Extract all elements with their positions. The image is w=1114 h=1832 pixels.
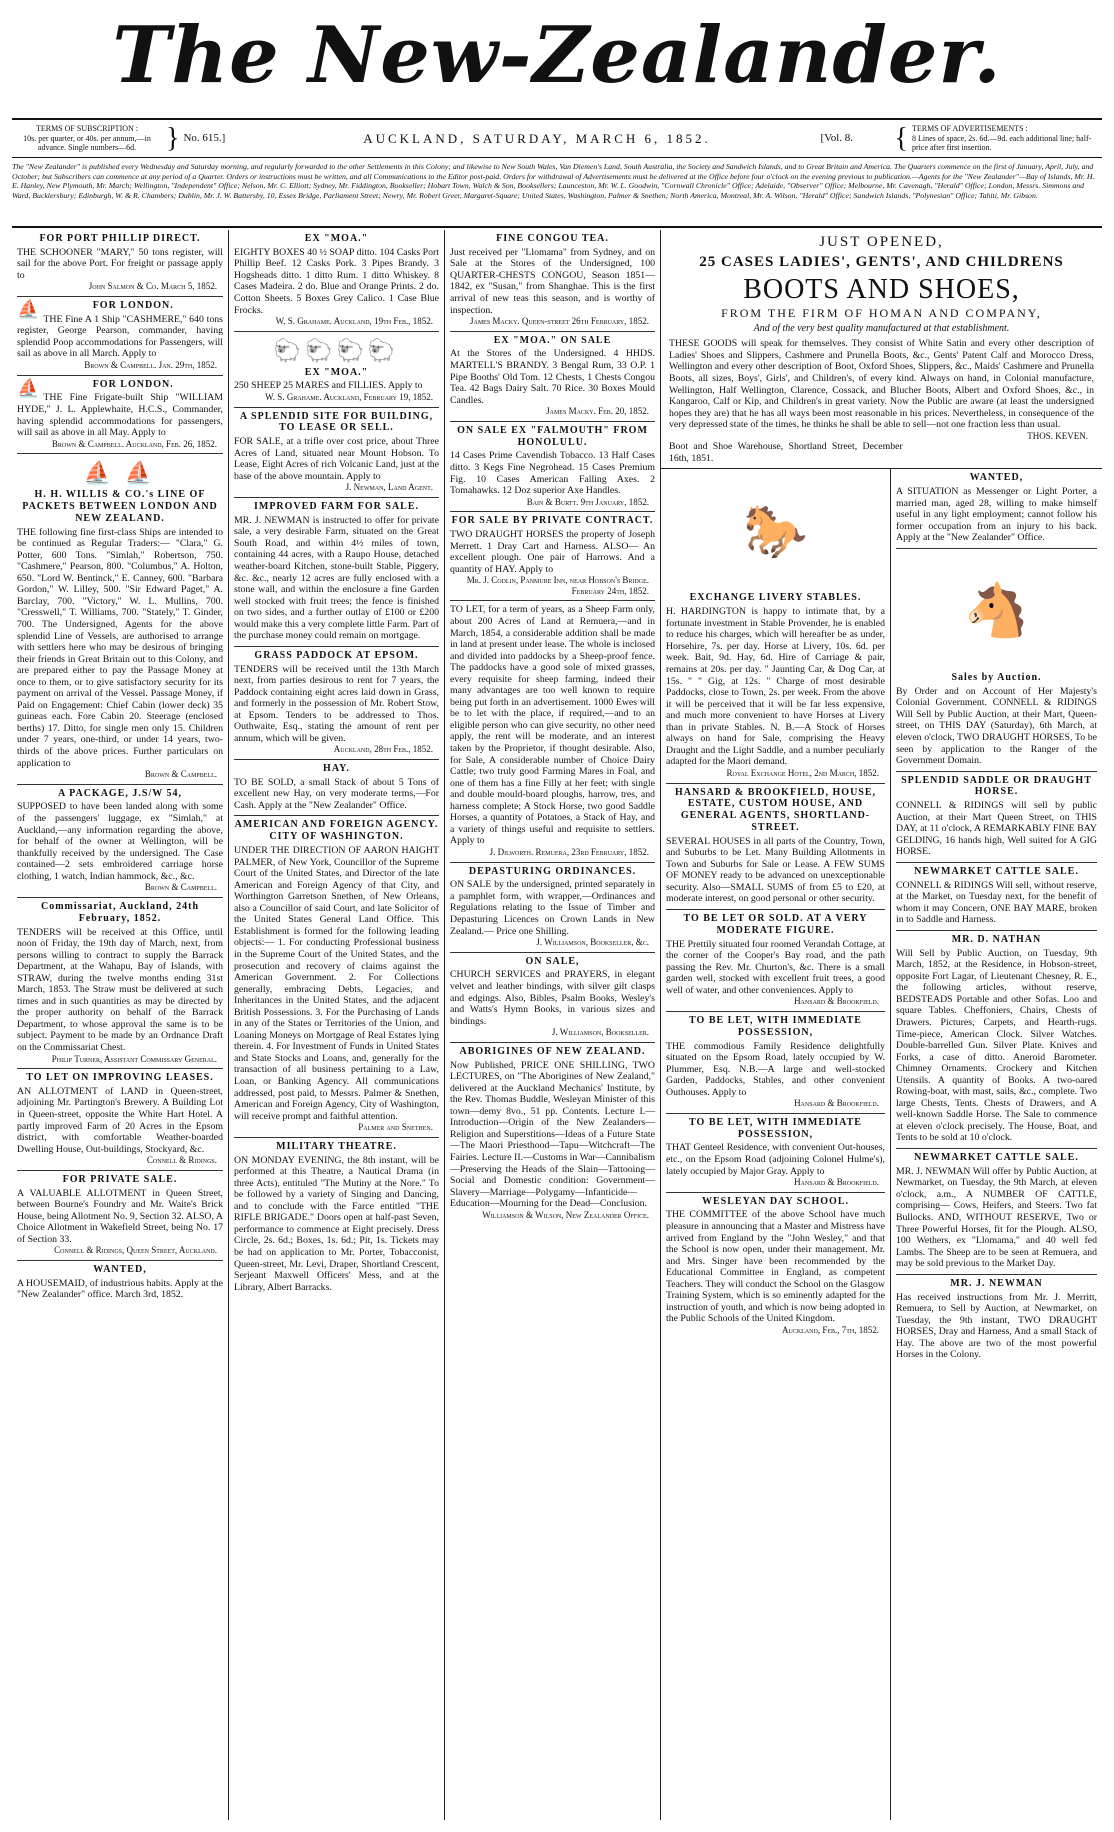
- ad-heading: EX "MOA.": [304, 366, 369, 378]
- boots-address: Boot and Shoe Warehouse, Shortland Street, December 16th, 1851.: [669, 441, 903, 464]
- boots-line-2: 25 CASES LADIES', GENTS', AND CHILDRENS: [699, 253, 1064, 270]
- advertisement: [234, 408, 439, 498]
- ad-heading: ON SALE EX "FALMOUTH" FROM HONOLULU.: [457, 424, 648, 448]
- ad-body: ON SALE by the undersigned, printed separately in a pamphlet form, with wrapper,—Ordinances and Regulations relating to the Issue of Timber and Depasturing Licences on Crown Lands in New Zealand.— Price one Shilling.: [450, 879, 655, 937]
- advertisement: [234, 760, 439, 816]
- ad-heading: IMPROVED FARM FOR SALE.: [253, 500, 420, 512]
- ad-signature: Mr. J. Codlin, Panmure Inn, near Hobson's Bridge. February 24th, 1852.: [466, 575, 649, 596]
- advertisement: [450, 512, 655, 601]
- column-1: [12, 230, 229, 1820]
- ad-signature: Bain & Burtt. 9th January, 1852.: [526, 496, 649, 507]
- ad-body: THE commodious Family Residence delightfully situated on the Epsom Road, lately occupied by W. Plummer, Esq. N.B.—A large and well-stocked Garden, Paddocks, Stables, and other convenient Outhouses. Apply to: [666, 1040, 885, 1098]
- advertisement: [896, 1149, 1097, 1275]
- ad-signature: J. Newman, Land Agent.: [345, 482, 433, 493]
- advertisement: [666, 1114, 885, 1193]
- ad-body: Will Sell by Public Auction, on Tuesday, 9th March, 1852, at the Residence, in Hobson-street, opposite Fort Lagar, of Lieutenant Chesney, R. E., the following articles, without reserve, BEDSTEADS Portable and other Sofas. Loo and square Tables. Cheffoniers, Chairs, Chests of Drawers. Pictures, Carpets, and Hearth-rugs. Time-piece, American Clock. Silver Watches. Double-barrelled Gun. Silver Plate. Knives and Forks, a case of ditto. Aneroid Barometer. Chimney Ornaments. Crockery and Kitchen Utensils. A quantity of Books. A two-oared Rowing-boat, with mast, sails, &c., complete. Two large Chests, Tents. Chests of Drawers, and A well-known Saddle Horse. The Sale to commence at eleven o'clock precisely. The House, Boat, and Tents to be sold at 10 o'clock.: [896, 947, 1097, 1144]
- advertisement: [234, 498, 439, 647]
- ad-heading: NEWMARKET CATTLE SALE.: [914, 1152, 1079, 1163]
- ad-heading: Sales by Auction.: [951, 671, 1042, 683]
- ad-heading: EX "MOA.": [304, 233, 369, 244]
- column-5: [891, 469, 1102, 1820]
- ad-body: TENDERS will be received at this Office, until noon of Friday, the 19th day of March, next, from persons willing to contract to supply the Barrack Department, at the Wahapu, Bay of Islands, with STRAW, during the twelve months ending 31st March, 1853. The Straw must be delivered at such times and in such quantities as may be directed by the proper authority on behalf of the Barrack Department, to whose approval the same is to be subject. Payment to be made by an Ordnance Draft on the Commissariat Chest.: [17, 926, 223, 1053]
- advertisement: [234, 816, 439, 1137]
- ad-body: CONNELL & RIDINGS Will sell, without reserve, at the Market, on Tuesday next, for the benefit of whom it may Concern, ONE BAY MARE, broken in to Saddle and Harness.: [896, 879, 1097, 926]
- ad-signature: Brown & Campbell.: [144, 769, 217, 780]
- ship-icon: ⛵: [17, 299, 40, 320]
- ad-signature: Williamson & Wilson, New Zealander Office.: [482, 1209, 649, 1220]
- advertisement: [450, 1043, 655, 1225]
- ad-signature: James Macky. Feb. 20, 1852.: [546, 406, 649, 417]
- boots-and-shoes-ad: [661, 230, 1102, 469]
- ad-heading: WESLEYAN DAY SCHOOL.: [702, 1195, 849, 1207]
- lower-right-columns: [661, 469, 1102, 1820]
- advertisement: [896, 1275, 1097, 1365]
- ad-heading: FOR LONDON.: [92, 378, 174, 390]
- ad-body: FOR SALE, at a trifle over cost price, about Three Acres of Land, situated near Mount Hobson. To Lease, Eight Acres of rich Volcanic Land, just at the base of the above mountain. Apply to: [234, 436, 439, 482]
- subscription-label: TERMS OF SUBSCRIPTION :: [35, 124, 139, 134]
- ad-heading: NEWMARKET CATTLE SALE.: [914, 865, 1079, 877]
- ad-heading: HAY.: [323, 763, 350, 775]
- ad-heading: TO BE LET, WITH IMMEDIATE POSSESSION,: [689, 1116, 862, 1140]
- ad-body: A HOUSEMAID, of industrious habits. Apply at the "New Zealander" office. March 3rd, 1852.: [17, 1277, 223, 1301]
- ad-body: THE Fine Frigate-built Ship "WILLIAM HYDE," J. L. Applewhaite, H.C.S., Commander, having splendid accommodations for passengers, will sail as above in all May. Apply to: [17, 392, 223, 439]
- ad-heading: MR. J. NEWMAN: [950, 1277, 1043, 1289]
- ad-body: TENDERS will be received until the 13th March next, from parties desirous to rent for 7 years, the Paddock containing eight acres laid down in Grass, and formerly in the possession of Mr. Robert Stow, at Epsom. Tenders to be addressed to Thos. Outhwaite, Esq., stating the amount of rent per annum, which will be given.: [234, 663, 439, 744]
- ship-icon: ⛵ ⛵: [83, 460, 157, 486]
- ad-body: SUPPOSED to have been landed along with some of the passengers' luggage, ex "Simlah," at Auckland,—any information regarding the above, for behalf of the owner at Wellington, will be thankfully received by the undersigned. The Case contained—2 sets embroidered carriage horse clothing, 1 watch, Indian hammock, &c., &c.: [17, 801, 223, 882]
- ad-heading: MILITARY THEATRE.: [276, 1140, 397, 1152]
- ad-body: ON MONDAY EVENING, the 8th instant, will be performed at this Theatre, a Nautical Drama (in three Acts), entituled "The Mutiny at the Nore." To be followed by a variety of Singing and Dancing, and to conclude with the Farce entitled "THE RIFLE BRIGADE." Doors open at half-past Seven, performance to commence at Eight precisely. Dress Circle, 2s. 6d.; Boxes, 1s. 6d.; Pit, 1s. Tickets may be had on application to Mr. Porter, Tobacconist, Queen-street, Mr. Levi, Draper, Shortland Crescent, Serjeant Maxwell Officers' Mess, and at the Library, Albert Barracks.: [234, 1154, 439, 1293]
- brace-right: {: [894, 122, 908, 154]
- advertisement: [896, 863, 1097, 931]
- ad-body: MR. J. NEWMAN Will offer by Public Auction, at Newmarket, on Tuesday, the 9th March, at eleven o'clock, a.m., A NUMBER OF CATTLE, comprising— Cows, Heifers, and Steers. Two fat Bullocks. AND, WITHOUT RESERVE, Two or Three Powerful Horses, fit for the Plough. ALSO, 100 Wethers, ex "Llomama," and 40 well fed Lambs. The Sheep are to be seen at Remuera, and may be sold previous to the Market Day.: [896, 1165, 1097, 1270]
- ad-body: SEVERAL HOUSES in all parts of the Country, Town, and Suburbs to be Let. Many Building Allotments in Town and Suburbs for Sale or Lease. A FEW SUMS OF MONEY ready to be advanced on unexceptionable security. Also—SMALL SUMS of from £5 to £20, at moderate interest, on good personal or other security.: [666, 835, 885, 905]
- ad-signature: Royal Exchange Hotel, 2nd March, 1852.: [726, 767, 879, 778]
- issue-number: No. 615.]: [183, 132, 226, 145]
- brace-left: }: [166, 122, 180, 154]
- ad-heading: HANSARD & BROOKFIELD, HOUSE, ESTATE, CUSTOM HOUSE, AND GENERAL AGENTS, SHORTLAND-STREET.: [674, 786, 877, 833]
- ad-heading: MR. D. NATHAN: [951, 933, 1042, 945]
- advertisement: [450, 601, 655, 862]
- ad-body: EIGHTY BOXES 40 ½ SOAP ditto. 104 Casks Port Phillip Beef. 12 Casks Pork. 3 Pipes Brandy. 3 Hogsheads ditto. 1 ditto Rum. 1 ditto Whiskey. 8 Cases Madeira. 2 do. Blue and Orange Prints. 2 do. Cotton Sheets. 5 Boxes Grey Calico. 1 Case Blue Frocks.: [234, 246, 439, 316]
- ad-heading: A SPLENDID SITE FOR BUILDING, TO LEASE OR SELL.: [239, 410, 434, 434]
- advertisement: [234, 332, 439, 408]
- ad-heading: DEPASTURING ORDINANCES.: [468, 865, 637, 877]
- subscription-text: 10s. per quarter, or 40s. per annum,—in advance. Single numbers—6d.: [23, 133, 151, 153]
- ad-heading: A PACKAGE, J.S/W 54,: [57, 787, 183, 799]
- ship-icon: ⛵: [17, 377, 40, 398]
- right-section: [661, 230, 1102, 1820]
- advertisement: [896, 931, 1097, 1149]
- ad-heading: FOR SALE BY PRIVATE CONTRACT.: [451, 515, 654, 527]
- advertisement: [17, 1261, 223, 1305]
- horse-carriage-icon: 🐎: [743, 503, 808, 561]
- ad-body: THAT Genteel Residence, with convenient Out-houses, etc., on the Epsom Road (adjoining Colonel Hulme's), lately occupied by Major Gray. Apply to: [666, 1142, 885, 1177]
- boots-line-1: JUST OPENED,: [819, 234, 944, 250]
- ad-heading: FOR PORT PHILLIP DIRECT.: [39, 233, 201, 244]
- ad-body: MR. J. NEWMAN is instructed to offer for private sale, a very desirable Farm, situated on the Great South Road, and within 4½ miles of town, containing 44 acres, with a Raupo House, detached weather-board Kitchen, stone-built Stable, Piggery, &c. &c., nearly 12 acres are fully enclosed with a stone wall, and within the enclosure a fine Garden well stocked with fruit trees; the fence is finished on two sides, and a further outlay of £100 or £200 would make this a very complete little Farm. Part of the purchase money could remain on mortgage.: [234, 514, 439, 642]
- advertisement: [17, 898, 223, 1069]
- advertisement: [17, 454, 223, 784]
- volume-number: [Vol. 8.: [820, 132, 854, 145]
- advertisement: [17, 376, 223, 455]
- ad-signature: Brown & Campbell. Jan. 29th, 1852.: [84, 360, 217, 371]
- ad-signature: Connell & Ridings.: [146, 1155, 217, 1166]
- ad-heading: EXCHANGE LIVERY STABLES.: [689, 592, 862, 604]
- ad-heading: EX "MOA." ON SALE: [493, 334, 612, 346]
- horse-icon: 🐴: [964, 583, 1029, 641]
- ad-heading: WANTED,: [969, 472, 1024, 484]
- ad-signature: Brown & Campbell. Auckland, Feb. 26, 1852.: [51, 438, 217, 449]
- advertisement: [450, 422, 655, 512]
- ad-signature: Connell & Ridings, Queen Street, Auckland.: [54, 1245, 217, 1256]
- ad-signature: Hansard & Brookfield.: [794, 1098, 879, 1109]
- advertisement: [450, 332, 655, 422]
- ad-signature: W. S. Grahame. Auckland, February 19, 1852.: [265, 391, 433, 402]
- ad-heading: TO BE LET, WITH IMMEDIATE POSSESSION,: [689, 1014, 862, 1038]
- sheep-icon: 🐑🐑🐑🐑: [273, 337, 400, 363]
- advertisement: [17, 1069, 223, 1171]
- ad-body: THE COMMITTEE of the above School have much pleasure in announcing that a Master and Mistress have arrived from England by the "John Wesley," and that the School is now open, under their management. Mr. and Mrs. Singer have been recommended by the Educational Committee in England, as competent Teachers. They will conduct the School on the Glasgow Training System, which is so eminently adapted for the instruction of youth, and which is now being adopted in the Public Schools of the United Kingdom.: [666, 1209, 885, 1325]
- advertisement: [896, 772, 1097, 863]
- ad-heading: FINE CONGOU TEA.: [496, 233, 609, 244]
- ad-signature: John Salmon & Co. March 5, 1852.: [88, 281, 217, 292]
- ad-body: CHURCH SERVICES and PRAYERS, in elegant velvet and leather bindings, with silver gilt clasps and edgings. Also, Bibles, Psalm Books, Wesley's and Watts's Hymn Books, in various sizes and bindings.: [450, 969, 655, 1027]
- ad-signature: W. S. Grahame. Auckland, 19th Feb., 1852.: [275, 316, 433, 327]
- advertisement: [896, 549, 1097, 772]
- boots-line-3: BOOTS AND SHOES,: [743, 274, 1020, 306]
- ad-signature: James Macky. Queen-street 26th February, 1852.: [469, 316, 649, 327]
- ad-heading: H. H. WILLIS & CO.'s LINE OF PACKETS BETWEEN LONDON AND NEW ZEALAND.: [22, 489, 218, 524]
- ad-body: Just received per "Llomama" from Sydney, and on Sale at the Stores of the Undersigned, 100 QUARTER-CHESTS CONGOU, Season 1851—1842, ex "Susan," from Shanghae. This is the first arrival of new teas this season, and is worthy of inspection.: [450, 246, 655, 316]
- ad-body: THE following fine first-class Ships are intended to be continued as Regular Traders:— "Clara," G. Potter, 600 Tons. "Simlah," Robertson, 750. "Cashmere," Pearson, 800. "Columbus," A. Holton, 650. "Lord W. Bentinck," E. Canney, 600. "Barbara Gordon," W. Lilley, 500. "Sir Edward Paget," A. Barclay, 700. "Victory," W. L. Mullins, 700. "Cresswell," T. Williams, 700. "Stately," T. Ginder, 700. The Undersigned, Agents for the above splendid Line of Vessels, are authorised to arrange with settlers here who may be desirous of bringing their friends in Great Britain out to this Colony, and are prepared either to pay the Passage Money at once to them, or to give satisfactory security for its payment on arrival of the Vessel. Passage Money, if Paid on Engagement: Chief Cabin (lower deck) 35 guineas each. Fore Cabin 20. Steerage (enclosed berths) 17. Ditto, for single men only 15. Children under 7 years, one-third, or under 14 years, two-thirds of the above prices. Further particulars on application to: [17, 526, 223, 769]
- ad-body: TO LET, for a term of years, as a Sheep Farm only, about 200 Acres of Land at Remuera,—and in March, 1854, a considerable addition shall be made in land at present under lease. The whole is inclosed and divided into paddocks by a Sheep-proof fence. The paddocks have a good sole of mixed grasses, every requisite for sheep farming, indeed their many advantages are too well known to require being put forth in an advertisement. 1000 Ewes will be to let with the place, if required,—and to an eligible person who can give security, no other need apply, the rent will be moderate, and an interest taken by the Proprietor, if thought desirable. Also, for Sale, A considerable number of Choice Dairy Cattle; two truly good Farming Mares in Foal, and one of them has a fine Filly at her feet; with single and double mould-board ploughs, harrow, tres, and harness complete; A Stock Horse, two good Saddle Horses, a quantity of Potatoes, a Stack of Hay, and a variety of things useful and requisite to settlers. Apply to: [450, 604, 655, 847]
- ad-heading: ABORIGINES OF NEW ZEALAND.: [459, 1045, 646, 1057]
- boots-line-4: FROM THE FIRM OF HOMAN AND COMPANY,: [721, 306, 1042, 321]
- ad-signature: J. Williamson, Bookseller, &c.: [536, 937, 649, 948]
- ad-body: TO BE SOLD, a small Stack of about 5 Tons of excellent new Hay, on very moderate terms,—For Cash. Apply at the "New Zealander" Office.: [234, 776, 439, 811]
- ad-heading: WANTED,: [93, 1263, 147, 1275]
- ad-body: A SITUATION as Messenger or Light Porter, a married man, aged 28, willing to make himself useful in any light employment; cannot follow his former occupation from an injury to his back. Apply at the "New Zealander" Office.: [896, 486, 1097, 544]
- ad-body: THE Prettily situated four roomed Verandah Cottage, at the corner of the Cooper's Bay road, and the path passing the Rev. Mr. Churton's, &c. There is a small garden well, stocked with excellent fruit trees, a good well of water, and other conveniences. Apply to: [666, 938, 885, 996]
- advertisement: [666, 910, 885, 1012]
- ad-heading: AMERICAN AND FOREIGN AGENCY. CITY OF WASHINGTON.: [234, 819, 439, 843]
- ad-body: H. HARDINGTON is happy to intimate that, by a fortunate investment in Stable Provender, he is enabled to reduce his charges, which will hereafter be as under, Horsehire, 7s. per day. Horse at Livery, 10s. 6d. per week. Bait, 9d. Hay, 6d. Hire of Carriage & pair, remains at 20s. per day. " Jaunting Car, & Dog Car, at 15s. " " Gig, at 12s. " Charge of most desirable Paddocks, close to Town, 2s. per week. From the above it will be perceived that it will be far less expensive, and much more convenient to have Horses at Livery than in private Stables. N. B.—A Stock of Horses always on hand for Sale, comprising the Heavy Draught and the Light Saddle, and a number peculiarly adapted for the Maori demand.: [666, 606, 885, 768]
- ad-heading: TO LET ON IMPROVING LEASES.: [26, 1072, 214, 1084]
- ad-body: 14 Cases Prime Cavendish Tobacco. 13 Half Cases ditto. 3 Kegs Fine Negrohead. 15 Cases Premium Fig. 10 Cases American Falling Axes. 2 Tomahawks. 12 Doz superior Axe Handles.: [450, 450, 655, 497]
- advertisement-label: TERMS OF ADVERTISEMENTS :: [912, 124, 1028, 134]
- boots-line-5: And of the very best quality manufactured at that establishment.: [753, 322, 1010, 334]
- advertisement: [17, 1171, 223, 1261]
- ad-body: TWO DRAUGHT HORSES the property of Joseph Merrett. 1 Dray Cart and Harness. ALSO— An excellent plough. One pair of Harrows. And a quantity of HAY. Apply to: [450, 529, 655, 575]
- ad-signature: J. Williamson, Bookseller.: [551, 1027, 649, 1038]
- ad-body: Has received instructions from Mr. J. Merritt, Remuera, to Sell by Auction, at Newmarket, on Tuesday, the 9th instant, TWO DRAUGHT HORSES, Dray and Harness, And a small Stack of Hay. The above are two of the most powerful Horses in the Colony.: [896, 1291, 1097, 1361]
- ad-signature: Auckland, Feb., 7th, 1852.: [781, 1324, 879, 1335]
- masthead: [12, 0, 1102, 118]
- advertisement: [666, 1193, 885, 1340]
- ad-signature: Hansard & Brookfield.: [794, 1177, 879, 1188]
- columns: [12, 230, 1102, 1820]
- ad-signature: Philip Turner, Assistant Commissary General.: [51, 1053, 217, 1064]
- ad-signature: J. Dilworth. Remuera, 23rd February, 1852.: [489, 846, 649, 857]
- advertisement: [234, 230, 439, 332]
- advertisement-terms: [912, 124, 1102, 153]
- advertisement: [234, 647, 439, 760]
- ad-heading: GRASS PADDOCK AT EPSOM.: [254, 649, 419, 661]
- ad-body: THE Fine A 1 Ship "CASHMERE," 640 tons register, George Pearson, commander, having splendid Poop accommodations for Passengers, will sail as above in all March. Apply to: [17, 313, 223, 360]
- advertisement-text: 8 Lines of space, 2s. 6d.—9d. each additional line; half-price after first insertion.: [912, 133, 1092, 153]
- ad-body: THE SCHOONER "MARY," 50 tons register, will sail for the above Port. For freight or passage apply to: [17, 246, 223, 281]
- place-date: AUCKLAND, SATURDAY, MARCH 6, 1852.: [363, 130, 711, 146]
- ad-heading: TO BE LET OR SOLD. AT A VERY MODERATE FIGURE.: [683, 912, 868, 936]
- ad-body: By Order and on Account of Her Majesty's Colonial Government. CONNELL & RIDINGS Will Sell by Public Auction, at their Mart, Queen-street, on THIS DAY (Saturday), 6th March, at eleven o'clock, TWO DRAUGHT HORSES, To be seen by application to the Ranger of the Government Domain.: [896, 685, 1097, 767]
- boots-signature: THOS. KEVEN.: [1027, 430, 1088, 441]
- column-4: [661, 469, 891, 1820]
- advertisement: [17, 785, 223, 898]
- advertisement: [896, 469, 1097, 549]
- ad-body: AN ALLOTMENT of LAND in Queen-street, adjoining Mr. Partington's Brewery. A Building Lot in Queen-street, opposite the White Hart Hotel. A partly improved Farm of 20 Acres in the Epsom district, with comfortable Weather-boarded Dwelling House, Out-buildings, Stockyard, &c.: [17, 1085, 223, 1155]
- ad-body: 250 SHEEP 25 MARES and FILLIES. Apply to: [234, 380, 423, 392]
- advertisement: [666, 469, 885, 783]
- advertisement: [234, 1138, 439, 1297]
- ad-heading: FOR PRIVATE SALE.: [62, 1173, 178, 1185]
- advertisement: [666, 1012, 885, 1114]
- ad-body: Now Published, PRICE ONE SHILLING, TWO LECTURES, on "The Aborigines of New Zealand," delivered at the Auckland Mechanics' Institute, by the Rev. Thomas Buddle, Wesleyan Minister of this town—demy 8vo., 51 pp. Contents. Lecture I.—Introduction—Origin of the New Zealanders—Religion and Superstitions—Ideas of a Future State—The Maori Priesthood—Tapu—Witchcraft—The Fairies. Lecture II.—Customs in War—Cannibalism—Preserving the Heads of the Slain—Tattooing—Social and Domestic condition: Government—Slavery—Marriage—Polygamy—Infanticide—Education—Mourning for the Dead—Conclusion.: [450, 1059, 655, 1210]
- ad-heading: Commissariat, Auckland, 24th February, 1852.: [40, 900, 199, 924]
- ad-heading: ON SALE,: [525, 955, 580, 967]
- advertisement: [17, 297, 223, 376]
- publication-notice: The "New Zealander" is published every Wednesday and Saturday morning, and regularly forwarded to the other Settlements in this Colony; and likewise to New South Wales, Van Diemen's Land, South Australia, the Society and Sandwich Islands, and to Great Britain and America. The Quarters commence on the first of January, April, July, and October; but Subscribers can commence at any period of a Quarter. Orders or instructions must be written, and all Communications to the Editor post-paid. Orders for withdrawal of Advertisements must be delivered at the Office before four o'clock on the evening previous to publication.—Agents for the "New Zealander"—Bay of Islands, Mr. H. E. Hanley, New Plymouth, Mr. March; Wellington, "Independent" Office; Nelson, Mr. C. Elliott; Sydney, Mr. Fiddington, Bookseller; Hobart Town, Walch & Son, Booksellers; Launceston, Mr. W. L. Goodwin, "Cornwall Chronicle" Office; Adelaide, "Observer" Office; Melbourne, Mr. Cavenagh, "Herald" Office; London, Messrs. Simmons and Ward, Bucklersbury; Edinburgh, W. & R. Chambers; Dublin, Mr. J. W. Battersby, 10, Essex Bridge, Parliament Street; Newry, Mr. Robert Greer, Margaret-Square; United States, Washington, Palmer & Snethen; North America, Montreal, Mr. A. Wilson, "Herald" Office; Sandwich Islands, "Polynesian" Office; Tahiti, Mr. Gibson.: [12, 158, 1102, 228]
- ad-signature: Brown & Campbell.: [144, 882, 217, 893]
- column-2: [229, 230, 445, 1820]
- ad-body: CONNELL & RIDINGS will sell by public Auction, at their Mart Queen Street, on THIS DAY, at 11 o'clock, A REMARKABLY FINE BAY GELDING, 16 hands high, Well suited for A GIG HORSE.: [896, 800, 1097, 858]
- ad-signature: Auckland, 28th Feb., 1852.: [333, 744, 433, 755]
- ad-body: At the Stores of the Undersigned. 4 HHDS. MARTELL'S BRANDY. 3 Bengal Rum, 33 O.P. 1 Pipe Booths' Old Tom. 12 Chests, 1 Chests Congou Tea. 42 Bags Dairy Salt. 70 Rice. 30 Boxes Mould Candles.: [450, 348, 655, 406]
- advertisement: [17, 230, 223, 297]
- advertisement: [450, 230, 655, 332]
- ad-heading: SPLENDID SADDLE OR DRAUGHT HORSE.: [901, 774, 1092, 798]
- ad-heading: FOR LONDON.: [92, 300, 174, 312]
- dateline: [12, 118, 1102, 158]
- boots-body: THESE GOODS will speak for themselves. They consist of White Satin and every other description of Ladies' Shoes and Slippers, Cashmere and Prunella Boots, &c., Gents' Patent Calf and Morocco Dress, Wellington and every other description of Boot, Oxford Shoes, Slippers, &c., Maids' Cashmere and Prunella Boots, all sizes, Boys', Girls', and Children's, of every kind. Always on hand, in Colonial manufacture, Wellington, Half Wellington, Clarence, Cossack, and Blucher Boots, Albert and Oxford Shoes, &c., in Kangaroo, Calf or Kip, and Children's in great variety. Now the Public are aware (at least the undersigned hopes they are) that he has all ways been most reasonable in his prices. Nevertheless, in consequence of the very depressed state of the times, he thinks he shall be able to sell—not one fraction less than usual.: [669, 338, 1094, 431]
- ad-signature: Palmer and Snethen.: [358, 1122, 433, 1133]
- advertisement: [450, 953, 655, 1043]
- advertisement: [666, 784, 885, 910]
- ad-body: A VALUABLE ALLOTMENT in Queen Street, between Bourne's Foundry and Mr. Waite's Brick House, being Allotment No. 9, Section 32. ALSO, A Choice Allotment in Wakefield Street, being No. 17 of Section 33.: [17, 1187, 223, 1245]
- advertisement: [450, 863, 655, 953]
- subscription-terms: [12, 124, 162, 153]
- column-3: [445, 230, 661, 1820]
- ad-signature: Hansard & Brookfield.: [794, 996, 879, 1007]
- ad-body: UNDER THE DIRECTION OF AARON HAIGHT PALMER, of New York, Councillor of the Supreme Court of the United States, and Director of the late American and Foreign Agency of that City, and Worthington Garretson Snethen, of New Orleans, also a Councillor of said Court, and late Solicitor of the United States General Land Office. This Establishment is formed for the following leading objects:— 1. For conducting Professional business in the Supreme Court of the United States, and the prosecution and recovery of claims against the American Government. 2. For Collections generally, embracing Debts, Legacies, and Inheritances in the United States, and the adjacent British Possessions. 3. For the Purchasing of Lands in any of the States or Territories of the Union, and Loaning Moneys on Mortgage of Real Estates lying therein. 4. For Investment of Funds in United States and State Stocks and Loans, and, generally for the transaction of all business pertaining to a Law, Loan, or Banking Agency. All communications addressed, post paid, to Messrs. Palmer & Snethen, American and Foreign Agency, City of Washington, will receive prompt and faithful attention.: [234, 845, 439, 1122]
- newspaper-title: The New-Zealander.: [112, 10, 1002, 101]
